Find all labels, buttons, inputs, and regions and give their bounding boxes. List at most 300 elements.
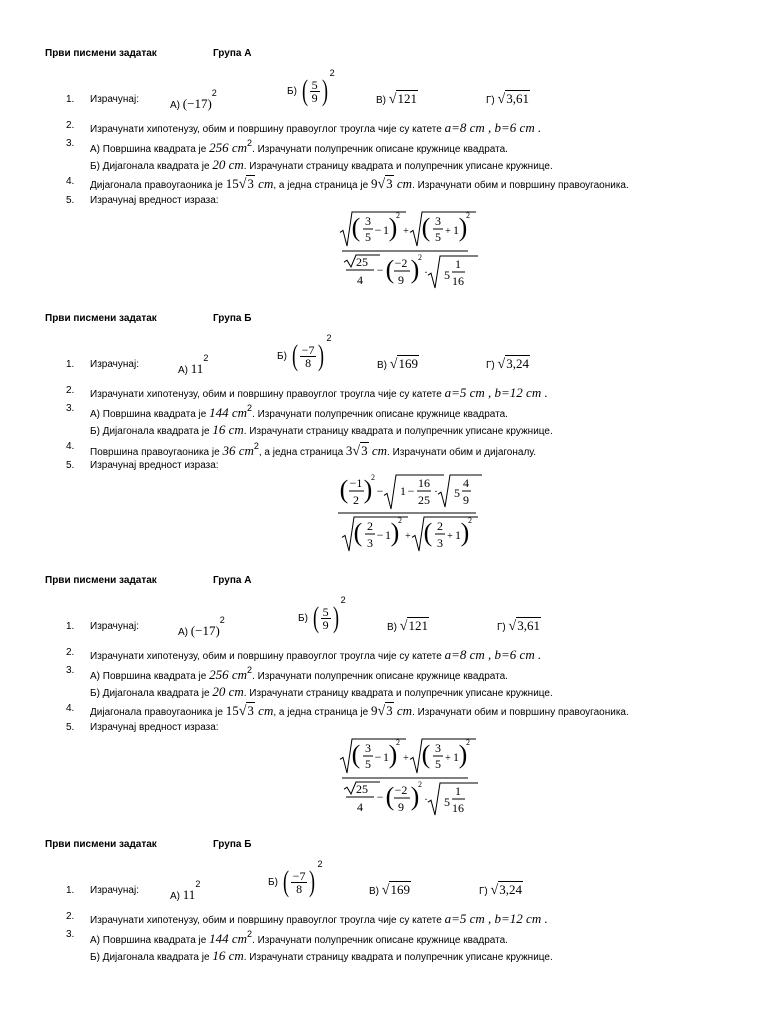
question-number: 2.	[66, 647, 75, 658]
group-label: Група Б	[213, 839, 252, 850]
heading-title: Први писмени задатак	[45, 313, 157, 324]
question-text	[90, 948, 553, 964]
radicand: 3	[247, 176, 254, 191]
plus-sign: +	[445, 226, 451, 237]
question-1	[0, 67, 768, 112]
numerator: 1	[455, 784, 461, 798]
radical-sign: √	[238, 177, 247, 192]
question-number: 3.	[66, 138, 75, 149]
heading-title: Први писмени задатак	[45, 48, 157, 59]
block-heading	[45, 313, 252, 324]
question-number: 4.	[66, 703, 75, 714]
question-3b-pre: Б) Дијагонала квадрата је	[90, 426, 213, 437]
expression	[338, 208, 488, 298]
radical-sign: √	[508, 619, 517, 634]
right-paren: )	[318, 339, 325, 372]
question-text	[90, 911, 548, 927]
part-v-sqrt	[388, 91, 418, 107]
radical-sign: √	[389, 357, 398, 372]
question-1	[0, 858, 768, 903]
part-a-expr: (−17)	[182, 96, 212, 111]
left-paren: (	[423, 518, 433, 547]
exponent: 2	[398, 516, 402, 525]
question-text	[90, 665, 508, 683]
radical-sign: √	[388, 92, 397, 107]
numerator: −7	[301, 342, 315, 357]
radicand: 3,61	[517, 618, 540, 633]
question-3a-math: 144 cm	[209, 405, 248, 420]
left-paren: (	[351, 740, 361, 769]
exponent: 2	[326, 332, 332, 343]
one: 1	[400, 484, 406, 498]
right-paren: )	[388, 740, 398, 769]
fraction	[300, 344, 317, 369]
part-a-label: А)	[170, 891, 183, 902]
question-4-pre: Дијагонала правоугаоника је	[90, 180, 226, 191]
question-number: 1.	[66, 359, 75, 370]
exponent: 2	[418, 253, 422, 262]
radicand: 169	[390, 882, 410, 897]
radicand: 3,24	[506, 356, 529, 371]
block-heading	[45, 48, 252, 59]
exponent: 2	[247, 929, 253, 939]
part-g-sqrt	[490, 882, 523, 898]
left-paren: (	[339, 475, 349, 504]
question-4-mid: , а једна страница	[258, 447, 346, 458]
question-text	[90, 138, 508, 156]
question-number: 5.	[66, 722, 75, 733]
plus-sign: +	[447, 531, 453, 542]
question-3b-post: . Израчунати страницу квадрата и полупречник уписане кружнице.	[243, 161, 553, 172]
question-3a-pre: А) Површина квадрата је	[90, 144, 210, 155]
question-4-post: . Израчунати обим и површину правоугаоника.	[412, 180, 629, 191]
part-b-label: Б)	[298, 612, 311, 624]
right-paren: )	[410, 255, 420, 284]
radicand: 25	[356, 782, 368, 796]
question-4-m2: 3	[345, 443, 353, 458]
question-4-post: . Израчунати обим и површину правоугаоника.	[412, 707, 629, 718]
fraction	[291, 870, 308, 895]
question-1	[0, 332, 768, 377]
denominator: 16	[452, 801, 464, 815]
one: 1	[453, 750, 459, 764]
left-paren: (	[351, 213, 361, 242]
question-4-mid: , а једна страница је	[273, 707, 371, 718]
question-number: 1.	[66, 885, 75, 896]
question-text	[90, 176, 629, 193]
denominator: 3	[437, 536, 443, 550]
radicand: 25	[356, 255, 368, 269]
part-g	[486, 356, 530, 373]
part-g-sqrt	[497, 91, 530, 107]
left-paren: (	[385, 782, 395, 811]
question-4-pre: Дијагонала правоугаоника је	[90, 707, 226, 718]
question-number: 1.	[66, 621, 75, 632]
question-4-post: . Израчунати обим и дијагоналу.	[387, 447, 537, 458]
denominator: 8	[305, 355, 312, 370]
question-text	[90, 703, 629, 720]
denominator: 4	[357, 800, 363, 814]
question-4-unit1: cm	[254, 703, 274, 718]
left-paren: (	[385, 255, 395, 284]
question-4-sqrt1	[238, 703, 255, 719]
plus-sign: +	[445, 753, 451, 764]
radical-sign: √	[490, 883, 499, 898]
question-text	[90, 684, 553, 700]
question-3a-post: . Израчунати полупречник описане кружнице квадрата.	[252, 409, 508, 420]
question-2-math: a=8 cm , b=6 cm .	[444, 647, 542, 662]
question-3b-post: . Израчунати страницу квадрата и полупречник уписане кружнице.	[243, 952, 553, 963]
question-4-pre: Површина правоугаоника је	[90, 447, 223, 458]
question-3b-math: 16 cm	[212, 948, 244, 963]
question-text: Израчунај вредност израза:	[90, 460, 219, 471]
part-v	[387, 618, 429, 635]
block-heading	[45, 575, 252, 586]
right-paren: )	[458, 213, 468, 242]
expression	[334, 473, 484, 563]
denominator: 9	[463, 493, 469, 507]
question-2-text: Израчунати хипотенузу, обим и површину правоуглог троугла чије су катете	[90, 389, 445, 400]
radicand: 169	[398, 356, 418, 371]
left-paren: (	[291, 339, 298, 372]
numerator: 3	[365, 214, 371, 228]
denominator: 9	[311, 90, 318, 105]
radicand: 3	[361, 443, 368, 458]
left-paren: (	[421, 740, 431, 769]
whole-part: 5	[444, 795, 450, 809]
question-number: 1.	[66, 94, 75, 105]
part-a-expr: (−17)	[190, 623, 220, 638]
minus-sign: −	[376, 263, 384, 277]
exponent: 2	[418, 780, 422, 789]
part-a-label: А)	[178, 627, 191, 638]
radical-sign: √	[352, 444, 361, 459]
question-3b-pre: Б) Дијагонала квадрата је	[90, 952, 213, 963]
part-a-label: А)	[178, 365, 191, 376]
question-4-unit2: cm	[393, 176, 413, 191]
exponent: 2	[466, 211, 470, 220]
part-a	[178, 615, 225, 638]
right-paren: )	[410, 782, 420, 811]
radical-sign: √	[377, 704, 386, 719]
part-g	[486, 91, 530, 108]
one: 1	[383, 750, 389, 764]
radical-sign: √	[377, 177, 386, 192]
question-number: 2.	[66, 911, 75, 922]
radical-sign: √	[497, 92, 506, 107]
part-a	[170, 88, 217, 111]
question-3a-post: . Израчунати полупречник описане кружнице квадрата.	[252, 671, 508, 682]
question-1	[0, 594, 768, 639]
question-label: Израчунај:	[90, 621, 139, 632]
denominator: 5	[435, 230, 441, 244]
question-text	[90, 403, 508, 421]
question-2-text: Израчунати хипотенузу, обим и површину правоуглог троугла чије су катете	[90, 124, 445, 135]
radicand: 121	[397, 91, 417, 106]
question-text	[90, 422, 553, 438]
question-3b-post: . Израчунати страницу квадрата и полупречник уписане кружнице.	[243, 426, 553, 437]
question-2-math: a=8 cm , b=6 cm .	[444, 120, 542, 135]
question-3a-pre: А) Површина квадрата је	[90, 935, 210, 946]
left-paren: (	[421, 213, 431, 242]
heading-title: Први писмени задатак	[45, 575, 157, 586]
denominator: 4	[357, 273, 363, 287]
whole-part: 5	[444, 268, 450, 282]
question-3a-math: 256 cm	[209, 140, 248, 155]
question-4-sqrt2	[352, 443, 368, 459]
exponent: 2	[247, 138, 253, 148]
part-g-label: Г)	[479, 886, 491, 897]
fraction	[321, 606, 331, 631]
question-text	[90, 157, 553, 173]
part-v-sqrt	[389, 356, 419, 372]
part-b-label: Б)	[268, 876, 281, 888]
exponent: 2	[468, 516, 472, 525]
question-number: 3.	[66, 929, 75, 940]
one: 1	[383, 223, 389, 237]
whole-part: 5	[454, 486, 460, 500]
part-v-sqrt	[399, 618, 429, 634]
denominator: 5	[365, 757, 371, 771]
part-g-label: Г)	[497, 622, 509, 633]
exponent: 2	[211, 88, 217, 98]
part-v-sqrt	[381, 882, 411, 898]
question-number: 2.	[66, 385, 75, 396]
group-label: Група А	[213, 48, 252, 59]
right-paren: )	[458, 740, 468, 769]
question-4-m1: 36 cm	[222, 443, 254, 458]
exponent: 2	[340, 594, 346, 605]
part-g	[479, 882, 523, 899]
numerator: 2	[437, 519, 443, 533]
right-paren: )	[332, 601, 339, 634]
part-b	[287, 67, 335, 108]
denominator: 9	[398, 273, 404, 287]
question-3b-pre: Б) Дијагонала квадрата је	[90, 161, 213, 172]
part-b-label: Б)	[277, 350, 290, 362]
right-paren: )	[388, 213, 398, 242]
question-text: Израчунај вредност израза:	[90, 722, 219, 733]
exponent: 2	[396, 738, 400, 747]
denominator: 9	[322, 617, 329, 632]
part-v-label: В)	[369, 886, 382, 897]
question-number: 3.	[66, 403, 75, 414]
radicand: 3	[386, 703, 393, 718]
denominator: 25	[418, 493, 430, 507]
exponent: 2	[253, 441, 259, 451]
radical-sign: √	[238, 704, 247, 719]
minus-sign: −	[376, 528, 384, 542]
numerator: −2	[394, 783, 408, 797]
block-heading	[45, 839, 252, 850]
part-b	[298, 594, 346, 635]
radicand: 3,24	[499, 882, 522, 897]
radical-sign: √	[399, 619, 408, 634]
question-3b-post: . Израчунати страницу квадрата и полупречник уписане кружнице.	[243, 688, 553, 699]
exponent: 2	[219, 615, 225, 625]
question-text	[90, 647, 541, 663]
question-4-mid: , а једна страница је	[273, 180, 371, 191]
denominator: 16	[452, 274, 464, 288]
part-g-label: Г)	[486, 360, 498, 371]
part-b	[277, 332, 332, 373]
denominator: 2	[353, 493, 359, 507]
question-label: Израчунај:	[90, 885, 139, 896]
left-paren: (	[353, 518, 363, 547]
part-b-label: Б)	[287, 85, 300, 97]
question-text: Израчунај вредност израза:	[90, 195, 219, 206]
question-4-m1: 15	[225, 703, 239, 718]
fraction	[310, 79, 320, 104]
part-a-expr: 11	[190, 361, 204, 376]
group-label: Група Б	[213, 313, 252, 324]
question-label: Израчунај:	[90, 359, 139, 370]
radicand: 3	[386, 176, 393, 191]
numerator: 4	[463, 476, 469, 490]
dot: ·	[424, 792, 428, 806]
question-4-sqrt2	[377, 703, 393, 719]
part-v	[376, 91, 418, 108]
question-4-m2: 9	[370, 176, 378, 191]
right-paren: )	[363, 475, 373, 504]
numerator: 3	[365, 741, 371, 755]
group-label: Група А	[213, 575, 252, 586]
radical-sign: √	[497, 357, 506, 372]
minus-sign: −	[374, 750, 382, 764]
exponent: 2	[203, 353, 209, 363]
question-3b-pre: Б) Дијагонала квадрата је	[90, 688, 213, 699]
question-2-text: Израчунати хипотенузу, обим и површину правоуглог троугла чије су катете	[90, 915, 445, 926]
radical-2	[438, 475, 482, 507]
question-number: 4.	[66, 441, 75, 452]
part-a	[170, 879, 201, 902]
part-v-label: В)	[376, 95, 389, 106]
question-3b-math: 16 cm	[212, 422, 244, 437]
one: 1	[385, 528, 391, 542]
part-a	[178, 353, 209, 376]
denominator: 9	[398, 800, 404, 814]
question-number: 5.	[66, 460, 75, 471]
question-3a-math: 256 cm	[209, 667, 248, 682]
numerator: −1	[349, 476, 363, 490]
question-2-math: a=5 cm , b=12 cm .	[444, 385, 548, 400]
question-4-sqrt2	[377, 176, 393, 192]
radicand: 121	[408, 618, 428, 633]
radicand: 3,61	[506, 91, 529, 106]
heading-title: Први писмени задатак	[45, 839, 157, 850]
question-text	[90, 385, 548, 401]
question-2-math: a=5 cm , b=12 cm .	[444, 911, 548, 926]
part-g-sqrt	[508, 618, 541, 634]
question-4-m1: 15	[225, 176, 239, 191]
expression	[338, 735, 488, 825]
minus-sign: −	[407, 484, 415, 498]
question-text	[90, 929, 508, 947]
dot: ·	[424, 265, 428, 279]
denominator: 3	[367, 536, 373, 550]
denominator: 8	[296, 881, 303, 896]
exponent: 2	[396, 211, 400, 220]
question-text	[90, 441, 536, 460]
numerator: 3	[435, 214, 441, 228]
numerator: −7	[292, 868, 306, 883]
question-3a-post: . Израчунати полупречник описане кружнице квадрата.	[252, 144, 508, 155]
part-g-sqrt	[497, 356, 530, 372]
part-a-expr: 11	[182, 887, 196, 902]
numerator: 5	[322, 604, 329, 619]
question-4-unit2: cm	[368, 443, 388, 458]
numerator: 3	[435, 741, 441, 755]
question-3b-math: 20 cm	[212, 157, 244, 172]
exponent: 2	[317, 858, 323, 869]
plus-sign: +	[403, 753, 409, 764]
part-v-label: В)	[377, 360, 390, 371]
question-3a-math: 144 cm	[209, 931, 248, 946]
question-3a-post: . Израчунати полупречник описане кружнице квадрата.	[252, 935, 508, 946]
numerator: 2	[367, 519, 373, 533]
question-label: Израчунај:	[90, 94, 139, 105]
right-paren: )	[309, 865, 316, 898]
question-number: 5.	[66, 195, 75, 206]
question-number: 3.	[66, 665, 75, 676]
one: 1	[453, 223, 459, 237]
minus-sign: −	[374, 223, 382, 237]
part-v-label: В)	[387, 622, 400, 633]
minus-sign: −	[376, 484, 384, 498]
part-g-label: Г)	[486, 95, 498, 106]
numerator: 1	[455, 257, 461, 271]
exponent: 2	[195, 879, 201, 889]
exponent: 2	[247, 665, 253, 675]
question-4-unit1: cm	[254, 176, 274, 191]
part-b	[268, 858, 323, 899]
question-4-m2: 9	[370, 703, 378, 718]
exponent: 2	[329, 67, 335, 78]
radicand: 3	[247, 703, 254, 718]
right-paren: )	[390, 518, 400, 547]
left-paren: (	[301, 74, 308, 107]
question-text	[90, 120, 541, 136]
dot: ·	[434, 484, 438, 498]
denominator: 5	[435, 757, 441, 771]
part-v	[377, 356, 419, 373]
plus-sign: +	[405, 531, 411, 542]
question-4-sqrt1	[238, 176, 255, 192]
part-v	[369, 882, 411, 899]
part-g	[497, 618, 541, 635]
minus-sign: −	[376, 790, 384, 804]
left-paren: (	[282, 865, 289, 898]
numerator: 5	[311, 77, 318, 92]
question-3b-math: 20 cm	[212, 684, 244, 699]
question-number: 4.	[66, 176, 75, 187]
numerator: 16	[418, 476, 430, 490]
right-paren: )	[460, 518, 470, 547]
exponent: 2	[371, 473, 375, 482]
radical-sign: √	[381, 883, 390, 898]
exponent: 2	[466, 738, 470, 747]
question-number: 2.	[66, 120, 75, 131]
part-a-label: А)	[170, 100, 183, 111]
denominator: 5	[365, 230, 371, 244]
left-paren: (	[312, 601, 319, 634]
question-2-text: Израчунати хипотенузу, обим и површину правоуглог троугла чије су катете	[90, 651, 445, 662]
question-3a-pre: А) Површина квадрата је	[90, 671, 210, 682]
right-paren: )	[321, 74, 328, 107]
numerator: −2	[394, 256, 408, 270]
question-3a-pre: А) Површина квадрата је	[90, 409, 210, 420]
plus-sign: +	[403, 226, 409, 237]
